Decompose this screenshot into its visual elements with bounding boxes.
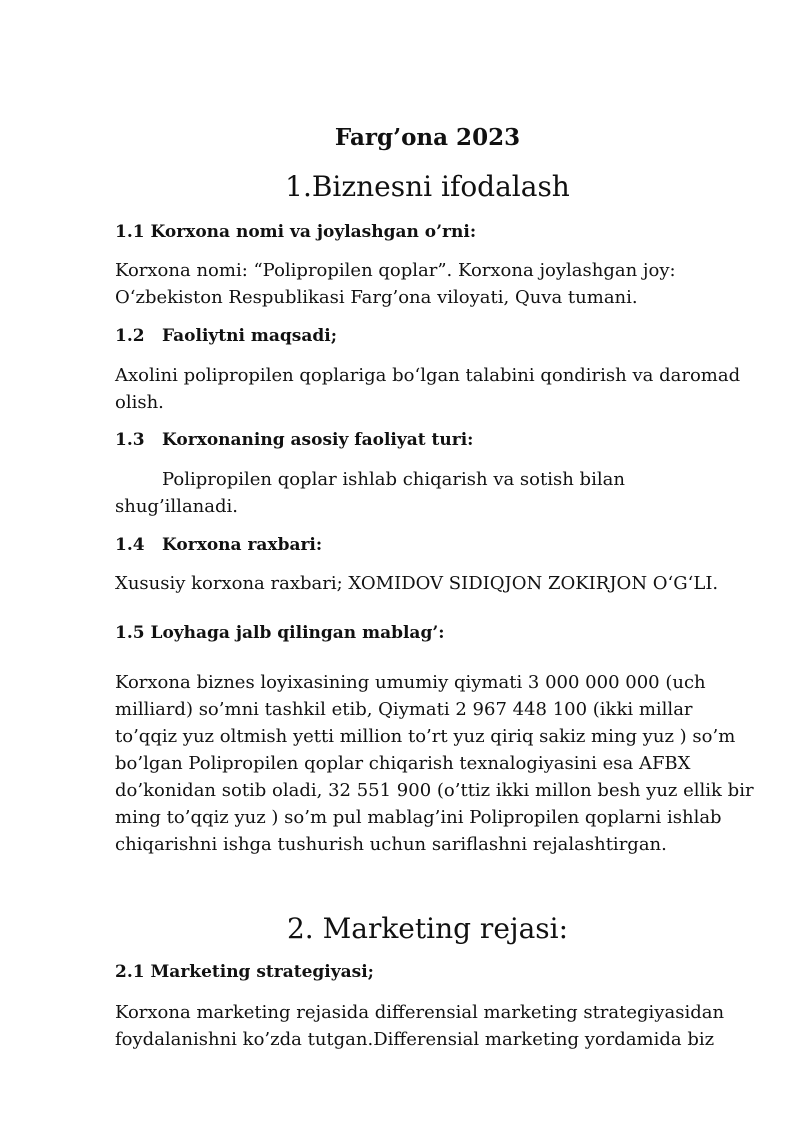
paragraph-1-3-line-1: Polipropilen qoplar ishlab chiqarish va sotish bilan [162,469,625,490]
heading-1-3-number: 1.3 [115,430,145,450]
section-2-title: 2. Marketing rejasi: [286,912,569,945]
heading-2-1: 2.1 Marketing strategiyasi; [115,962,374,982]
paragraph-1-3-line-2: shug’illanadi. [115,496,238,517]
heading-1-2-text: Faoliytni maqsadi; [162,326,337,346]
heading-1-4-number: 1.4 [115,535,145,555]
paragraph-2-1-line-2: foydalanishni ko’zda tutgan.Differensial marketing yordamida biz [115,1029,715,1050]
paragraph-1-1-line-2: O‘zbekiston Respublikasi Farg’ona viloyati, Quva tumani. [115,287,638,308]
heading-1-1: 1.1 Korxona nomi va joylashgan o’rni: [115,222,477,242]
paragraph-1-5-line-2: milliard) so’mni tashkil etib, Qiymati 2 967 448 100 (ikki millar [115,699,693,720]
paragraph-1-5-line-7: chiqarishni ishga tushurish uchun sariflashni rejalashtirgan. [115,834,667,855]
heading-1-2 [115,326,337,346]
paragraph-1-1-line-1: Korxona nomi: “Polipropilen qoplar”. Korxona joylashgan joy: [115,260,676,281]
paragraph-2-1-line-1: Korxona marketing rejasida differensial marketing strategiyasidan [115,1002,725,1023]
paragraph-1-2-line-2: olish. [115,392,164,413]
heading-1-3 [115,430,473,450]
section-1-title: 1.Biznesni ifodalash [285,170,570,203]
paragraph-1-4-line-1: Xususiy korxona raxbari; XOMIDOV SIDIQJON ZOKIRJON O‘G‘LI. [115,573,719,594]
heading-1-2-number: 1.2 [115,326,145,346]
city-year-title: Farg’ona 2023 [334,124,521,151]
heading-1-4 [115,535,322,555]
paragraph-1-2-line-1: Axolini polipropilen qoplariga bo‘lgan talabini qondirish va daromad [115,365,741,386]
paragraph-1-5-line-4: bo’lgan Polipropilen qoplar chiqarish texnalogiyasini esa AFBX [115,753,691,774]
heading-1-5: 1.5 Loyhaga jalb qilingan mablag’: [115,623,445,643]
heading-1-4-text: Korxona raxbari: [162,535,323,555]
paragraph-1-5-line-1: Korxona biznes loyixasining umumiy qiymati 3 000 000 000 (uch [115,672,706,693]
heading-1-3-text: Korxonaning asosiy faoliyat turi: [162,430,474,450]
paragraph-1-5-line-6: ming to’qqiz yuz ) so’m pul mablag’ini Polipropilen qoplarni ishlab [115,807,722,828]
paragraph-1-5-line-3: to’qqiz yuz oltmish yetti million to’rt yuz qiriq sakiz ming yuz ) so’m [115,726,736,747]
paragraph-1-5-line-5: do’konidan sotib oladi, 32 551 900 (o’ttiz ikki millon besh yuz ellik bir [115,780,754,801]
